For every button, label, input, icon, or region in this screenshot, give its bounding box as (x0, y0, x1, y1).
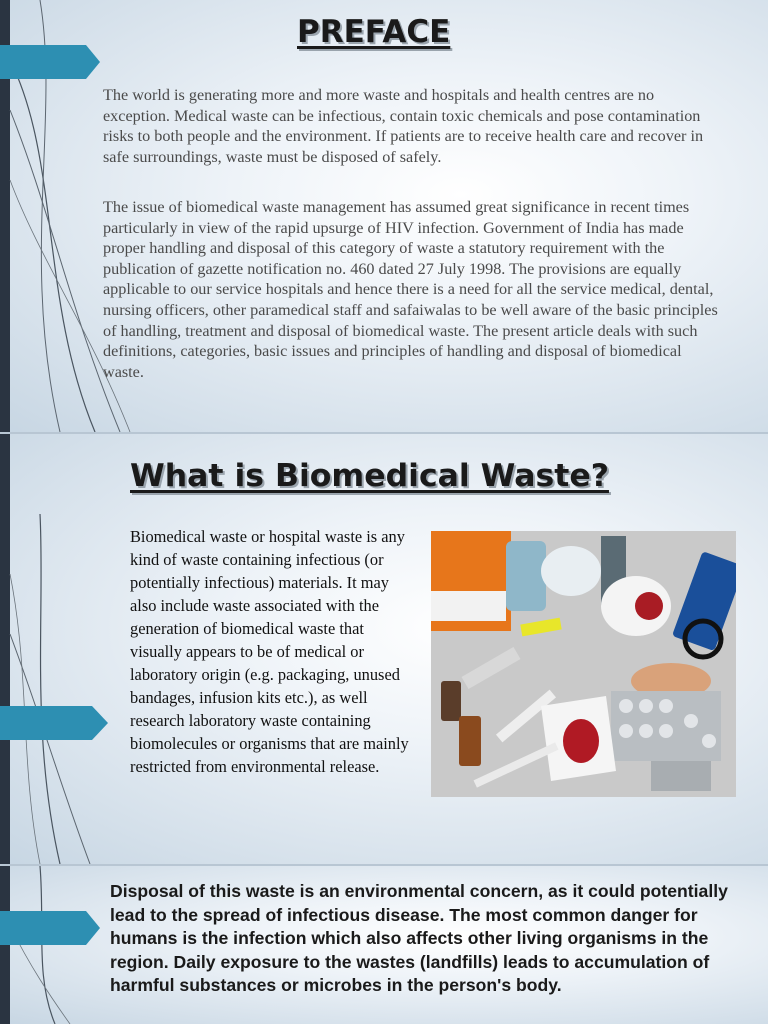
arrow-marker (0, 45, 102, 79)
disposal-slide (0, 866, 768, 1024)
definition-body: Biomedical waste or hospital waste is any kind of waste containing infectious (or potentially infectious) materials. It may also include waste associated with the generation of biomedical waste that visually appears to be of medical or laboratory origin (e.g. packaging, unused bandages, infusion kits etc.), as well research laboratory waste containing biomolecules or organisms that are mainly restricted from environmental release. (130, 527, 409, 777)
preface-paragraph-1: The world is generating more and more waste and hospitals and health centres are no exception. Medical waste can be infectious, contain toxic chemicals and pose contamination risks to both people and the environment. If patients are to receive health care and recover in safe surroundings, waste must be disposed of safely. (103, 86, 704, 166)
biomedical-waste-photo (431, 531, 736, 797)
definition-title: What is Biomedical Waste? (130, 458, 609, 494)
preface-paragraph-2: The issue of biomedical waste management has assumed great significance in recent times particularly in view of the rapid upsurge of HIV infection. Government of India has made proper handling and disposal of this category of waste a statutory requirement with the publication of gazette notification no. 460 dated 27 July 1998. The provisions are equally applicable to our service hospitals and hence there is a need for all the service medical, dental, nursing officers, other paramedical staff and safaiwalas to be well aware of the basic principles of handling, treatment and disposal of biomedical waste. The present article deals with such definitions, categories, basic issues and principles of handling and disposal of biomedical waste. (103, 198, 718, 381)
arrow-marker (0, 706, 110, 740)
preface-slide (0, 0, 768, 432)
disposal-paragraph: Disposal of this waste is an environmental concern, as it could potentially lead to the spread of infectious disease. The most common danger for humans is the infection which also affects other living organisms in the region. Daily exposure to the wastes (landfills) leads to accumulation of harmful substances or microbes in the person's body. (110, 881, 728, 995)
arrow-marker (0, 911, 102, 945)
preface-title: PREFACE (297, 14, 451, 50)
decorative-curves (0, 434, 140, 864)
